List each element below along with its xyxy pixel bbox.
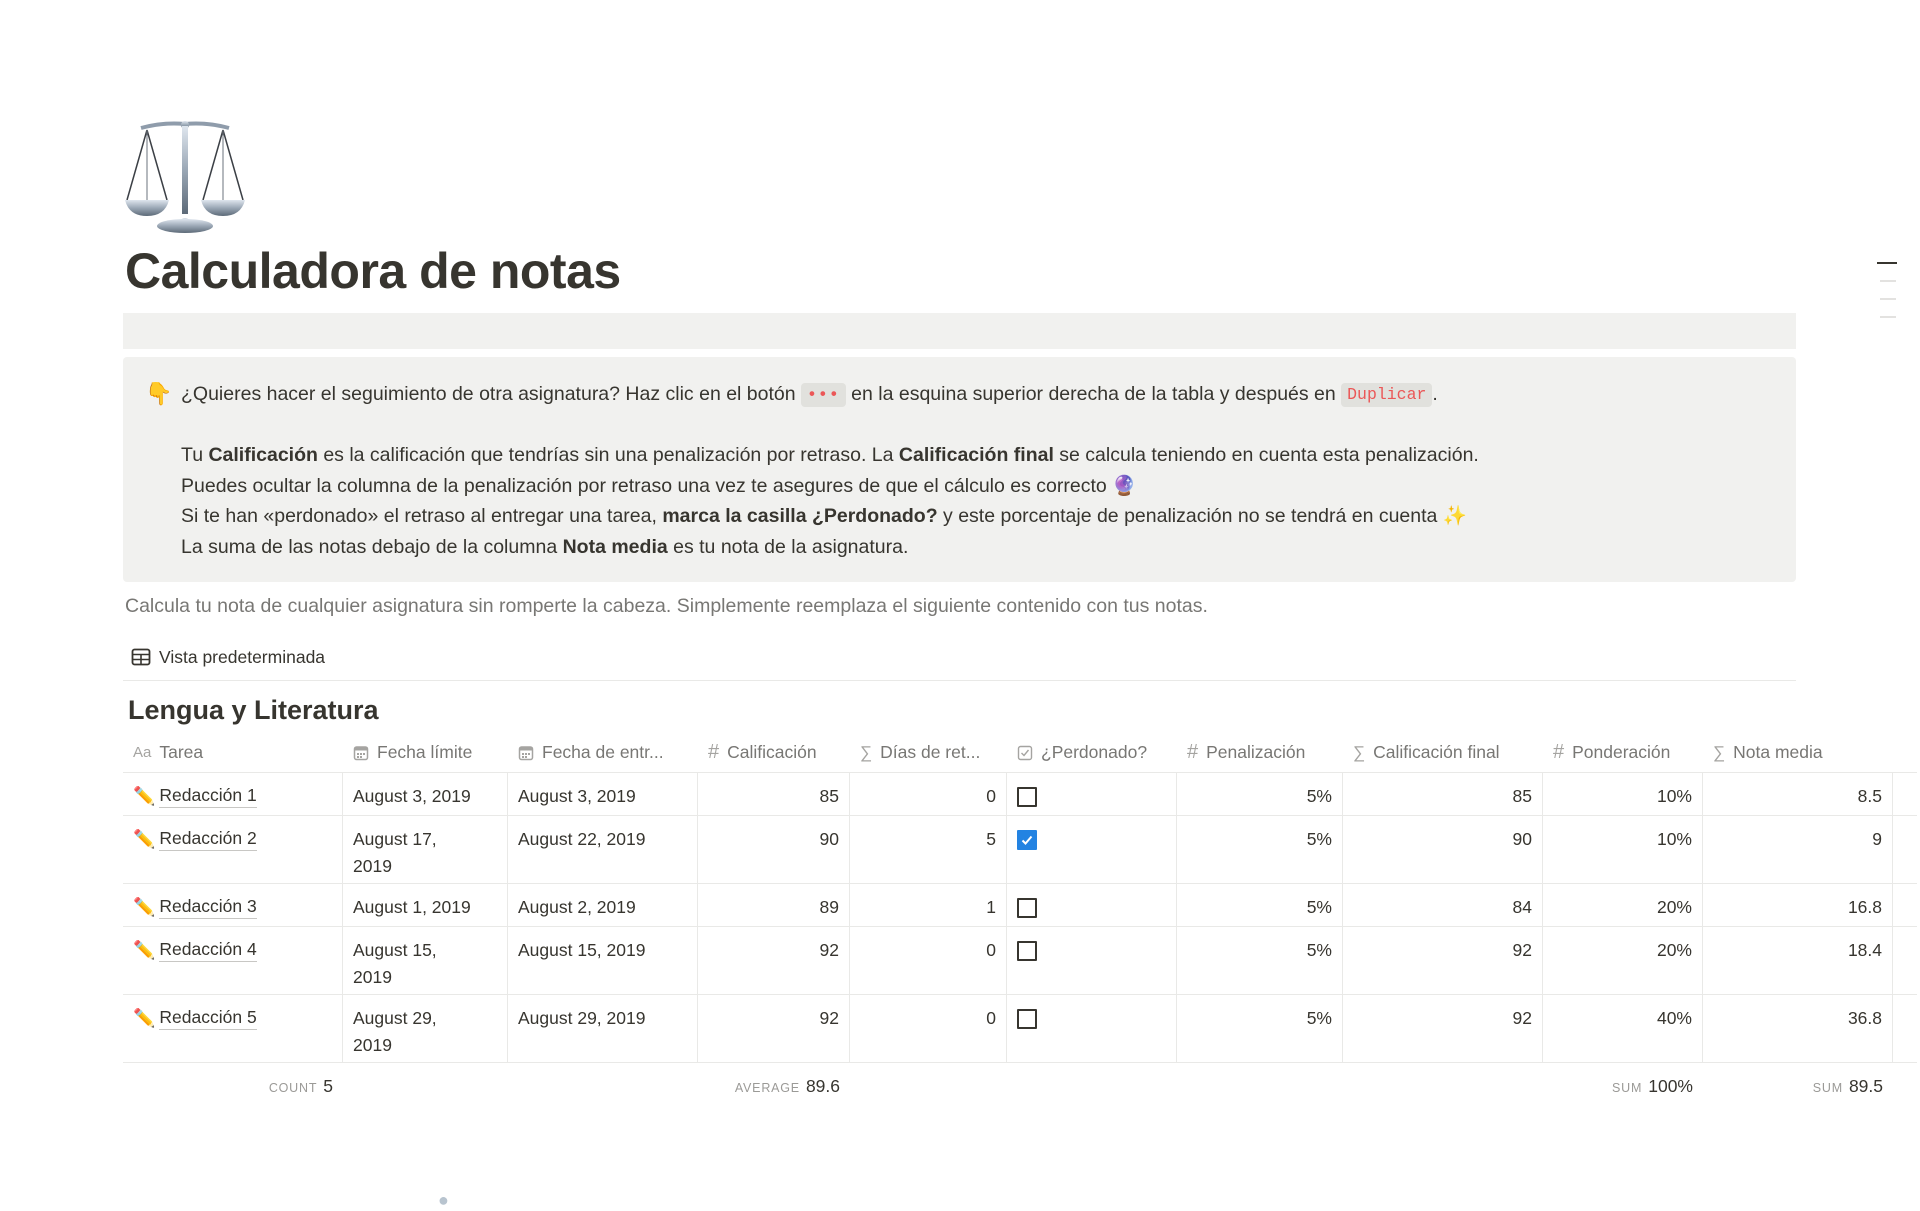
table-footer xyxy=(123,1063,1917,1109)
aggregation-value: 5 xyxy=(323,1075,333,1096)
cell-tarea[interactable] xyxy=(123,927,343,994)
aggregation-label: SUM xyxy=(1812,1080,1843,1095)
crystal-ball-icon: 🔮 xyxy=(1112,474,1137,497)
cell-nota-media: 8.5 xyxy=(1703,773,1893,815)
aggregation-label: COUNT xyxy=(268,1080,318,1095)
perdonado-checkbox[interactable] xyxy=(1017,787,1037,807)
cell-ponderacion[interactable]: 20% xyxy=(1543,884,1703,926)
cell-perdonado xyxy=(1007,884,1177,926)
column-label: Ponderación xyxy=(1572,742,1671,762)
cell-penalizacion[interactable]: 5% xyxy=(1177,773,1343,815)
column-header-fecha-limite[interactable] xyxy=(343,733,508,772)
cell-spacer xyxy=(1893,995,1917,1062)
cell-nota-media: 36.8 xyxy=(1703,995,1893,1062)
callout-line-5 xyxy=(181,532,1479,563)
cell-ponderacion[interactable]: 10% xyxy=(1543,816,1703,883)
pointing-down-icon[interactable]: 👇 xyxy=(145,381,173,406)
callout-line-4 xyxy=(181,501,1479,532)
callout-text: en la esquina superior derecha de la tabla y después en xyxy=(845,383,1342,405)
column-header-penalizacion[interactable] xyxy=(1177,733,1343,772)
calendar-icon xyxy=(518,745,534,761)
aggregation-label: SUM xyxy=(1612,1080,1643,1095)
column-label: Calificación xyxy=(727,742,817,762)
callout-text: es la calificación que tendrías sin una penalización por retraso. La xyxy=(317,444,899,466)
callout-bold: Nota media xyxy=(562,535,668,558)
column-header-ponderacion[interactable] xyxy=(1543,733,1703,772)
callout-bold: Calificación xyxy=(208,444,318,466)
callout-line-3 xyxy=(181,471,1479,502)
cell-dias-retraso: 5 xyxy=(850,816,1007,883)
callout-gap xyxy=(181,410,1479,441)
footer-sum-nota-media[interactable] xyxy=(1703,1076,1893,1097)
callout-text: . xyxy=(1432,383,1438,405)
checkmark-icon xyxy=(1020,833,1034,847)
cell-perdonado xyxy=(1007,927,1177,994)
callout-body[interactable] xyxy=(181,379,1479,562)
more-options-code: ••• xyxy=(801,383,846,407)
table-row[interactable] xyxy=(123,927,1917,995)
cell-spacer xyxy=(1893,816,1917,883)
callout-line-1 xyxy=(181,379,1479,410)
aggregation-value: 89.5 xyxy=(1848,1075,1883,1096)
number-property-icon: # xyxy=(708,741,720,763)
date-value: August 17, 2019 xyxy=(353,829,437,876)
callout-text: se calcula teniendo en cuenta esta penalización. xyxy=(1053,444,1479,466)
cell-calificacion[interactable]: 92 xyxy=(698,927,850,994)
column-header-calificacion-final[interactable] xyxy=(1343,733,1543,772)
column-label: Penalización xyxy=(1206,742,1306,762)
table-header xyxy=(123,733,1917,773)
number-property-icon: # xyxy=(1187,741,1199,763)
column-header-dias-retraso[interactable] xyxy=(850,733,1007,772)
page-description[interactable]: Calcula tu nota de cualquier asignatura sin romperte la cabeza. Simplemente reemplaza el siguiente contenido con tus notas. xyxy=(125,595,1208,617)
table-icon xyxy=(131,648,151,666)
callout xyxy=(123,357,1796,582)
column-label: ¿Perdonado? xyxy=(1041,742,1148,762)
footer-count[interactable] xyxy=(123,1076,343,1097)
view-tab-label: Vista predeterminada xyxy=(159,646,326,667)
callout-text: Tu xyxy=(181,444,209,466)
pencil-icon: ✏️ xyxy=(133,829,156,849)
cell-calificacion[interactable]: 90 xyxy=(698,816,850,883)
cell-ponderacion[interactable]: 10% xyxy=(1543,773,1703,815)
cell-fecha-limite[interactable]: August 3, 2019 xyxy=(343,773,508,815)
date-value: August 29, 2019 xyxy=(353,1008,437,1055)
formula-icon: ∑ xyxy=(1353,742,1366,762)
cell-calificacion-final: 84 xyxy=(1343,884,1543,926)
row-title-link[interactable]: Redacción 5 xyxy=(159,1005,256,1030)
database-table xyxy=(123,733,1917,1109)
cell-fecha-limite[interactable] xyxy=(343,927,508,994)
duplicar-code: Duplicar xyxy=(1341,383,1432,407)
row-title-link[interactable]: Redacción 3 xyxy=(159,894,256,919)
cell-fecha-limite[interactable] xyxy=(343,816,508,883)
column-header-tarea[interactable] xyxy=(123,733,343,772)
row-title-link[interactable]: Redacción 1 xyxy=(159,783,256,808)
cell-perdonado xyxy=(1007,816,1177,883)
table-row[interactable] xyxy=(123,816,1917,884)
column-label: Tarea xyxy=(159,742,204,762)
perdonado-checkbox[interactable] xyxy=(1017,1009,1037,1029)
perdonado-checkbox[interactable] xyxy=(1017,898,1037,918)
footer-sum-ponderacion[interactable] xyxy=(1543,1076,1703,1097)
cell-calificacion[interactable]: 92 xyxy=(698,995,850,1062)
cell-fecha-entrega[interactable]: August 22, 2019 xyxy=(508,816,698,883)
cell-dias-retraso: 0 xyxy=(850,995,1007,1062)
cell-tarea[interactable] xyxy=(123,884,343,926)
empty-block[interactable] xyxy=(123,313,1796,349)
cell-spacer xyxy=(1893,927,1917,994)
cell-calificacion-final: 92 xyxy=(1343,927,1543,994)
footer-average[interactable] xyxy=(698,1076,850,1097)
row-title-link[interactable]: Redacción 2 xyxy=(159,826,256,851)
formula-icon: ∑ xyxy=(860,742,873,762)
calendar-icon xyxy=(353,745,369,761)
callout-line-2 xyxy=(181,440,1479,471)
cell-spacer xyxy=(1893,773,1917,815)
cell-fecha-limite[interactable]: August 1, 2019 xyxy=(343,884,508,926)
cell-fecha-entrega[interactable]: August 3, 2019 xyxy=(508,773,698,815)
partial-icon-below: ● xyxy=(438,1190,449,1210)
column-label: Nota media xyxy=(1733,742,1823,762)
toc-marker[interactable] xyxy=(1880,298,1896,300)
cell-calificacion-final: 92 xyxy=(1343,995,1543,1062)
callout-text: y este porcentaje de penalización no se tendrá en cuenta xyxy=(937,505,1443,527)
date-value: August 15, 2019 xyxy=(353,940,437,987)
callout-bold: marca la casilla ¿Perdonado? xyxy=(662,505,938,527)
table-row[interactable] xyxy=(123,995,1917,1063)
callout-text: ¿Quieres hacer el seguimiento de otra asignatura? Haz clic en el botón xyxy=(181,383,802,405)
table-row[interactable] xyxy=(123,884,1917,927)
cell-tarea[interactable] xyxy=(123,995,343,1062)
column-header-calificacion[interactable] xyxy=(698,733,850,772)
column-label: Fecha de entr... xyxy=(542,742,664,762)
cell-calificacion[interactable]: 89 xyxy=(698,884,850,926)
cell-dias-retraso: 1 xyxy=(850,884,1007,926)
perdonado-checkbox[interactable] xyxy=(1017,941,1037,961)
cell-tarea[interactable] xyxy=(123,816,343,883)
cell-dias-retraso: 0 xyxy=(850,773,1007,815)
cell-calificacion-final: 85 xyxy=(1343,773,1543,815)
number-property-icon: # xyxy=(1553,741,1565,763)
aggregation-value: 89.6 xyxy=(805,1075,840,1096)
toc-marker-active[interactable] xyxy=(1877,262,1897,264)
cell-dias-retraso: 0 xyxy=(850,927,1007,994)
pencil-icon: ✏️ xyxy=(133,897,156,917)
divider xyxy=(123,680,1796,681)
checkbox-property-icon xyxy=(1017,745,1033,761)
cell-fecha-entrega[interactable]: August 15, 2019 xyxy=(508,927,698,994)
cell-fecha-limite[interactable] xyxy=(343,995,508,1062)
cell-calificacion-final: 90 xyxy=(1343,816,1543,883)
column-label: Días de ret... xyxy=(880,742,981,762)
cell-fecha-entrega[interactable]: August 29, 2019 xyxy=(508,995,698,1062)
sparkles-icon: ✨ xyxy=(1442,505,1468,527)
cell-perdonado xyxy=(1007,773,1177,815)
perdonado-checkbox-checked[interactable] xyxy=(1017,830,1037,850)
page-title[interactable]: Calculadora de notas xyxy=(125,243,621,299)
cell-penalizacion[interactable]: 5% xyxy=(1177,927,1343,994)
callout-bold: Calificación final xyxy=(898,444,1054,466)
cell-ponderacion[interactable]: 40% xyxy=(1543,995,1703,1062)
aggregation-label: AVERAGE xyxy=(734,1080,800,1095)
toc-marker[interactable] xyxy=(1880,316,1896,318)
callout-text: Si te han «perdonado» el retraso al entregar una tarea, xyxy=(181,505,663,527)
cell-nota-media: 9 xyxy=(1703,816,1893,883)
row-title-link[interactable]: Redacción 4 xyxy=(159,937,256,962)
cell-penalizacion[interactable]: 5% xyxy=(1177,816,1343,883)
cell-tarea[interactable] xyxy=(123,773,343,815)
table-of-contents-minimap[interactable] xyxy=(1877,262,1897,334)
cell-penalizacion[interactable]: 5% xyxy=(1177,995,1343,1062)
callout-text: es tu nota de la asignatura. xyxy=(667,535,909,558)
pencil-icon: ✏️ xyxy=(133,940,156,960)
column-header-fecha-entrega[interactable] xyxy=(508,733,698,772)
column-label: Calificación final xyxy=(1373,742,1500,762)
aggregation-value: 100% xyxy=(1648,1075,1693,1096)
view-tab-default[interactable] xyxy=(131,643,325,671)
column-label: Fecha límite xyxy=(377,742,473,762)
balance-scale-icon[interactable] xyxy=(123,116,247,236)
database-title[interactable]: Lengua y Literatura xyxy=(128,695,379,725)
table-row[interactable] xyxy=(123,773,1917,816)
cell-ponderacion[interactable]: 20% xyxy=(1543,927,1703,994)
cell-penalizacion[interactable]: 5% xyxy=(1177,884,1343,926)
cell-fecha-entrega[interactable]: August 2, 2019 xyxy=(508,884,698,926)
cell-spacer xyxy=(1893,884,1917,926)
formula-icon: ∑ xyxy=(1713,742,1726,762)
cell-perdonado xyxy=(1007,995,1177,1062)
text-property-icon: Aa xyxy=(133,744,152,761)
cell-calificacion[interactable]: 85 xyxy=(698,773,850,815)
pencil-icon: ✏️ xyxy=(133,1008,156,1028)
callout-text: Puedes ocultar la columna de la penalización por retraso una vez te asegures de que el cálculo es correcto xyxy=(181,474,1113,497)
pencil-icon: ✏️ xyxy=(133,786,156,806)
cell-nota-media: 16.8 xyxy=(1703,884,1893,926)
column-header-nota-media[interactable] xyxy=(1703,733,1893,772)
callout-text: La suma de las notas debajo de la columna xyxy=(181,535,563,558)
toc-marker[interactable] xyxy=(1880,280,1896,282)
cell-nota-media: 18.4 xyxy=(1703,927,1893,994)
column-header-perdonado[interactable] xyxy=(1007,733,1177,772)
